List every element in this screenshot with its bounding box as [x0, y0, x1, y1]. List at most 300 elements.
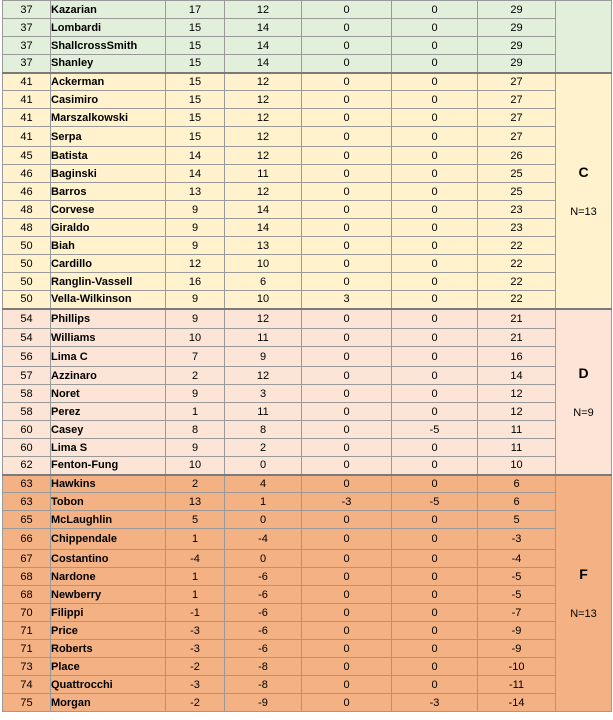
rank-cell: 50	[3, 291, 51, 309]
score-col-1: 14	[166, 165, 225, 183]
name-cell: Kazarian	[51, 1, 166, 19]
score-col-2: 10	[225, 255, 302, 273]
name-cell: Morgan	[51, 694, 166, 712]
score-col-4: 0	[392, 622, 478, 640]
table-row	[3, 273, 612, 291]
table-row	[3, 529, 612, 550]
score-col-1: -3	[166, 676, 225, 694]
total-score: 29	[478, 37, 556, 55]
name-cell: Cardillo	[51, 255, 166, 273]
table-row	[3, 457, 612, 475]
score-col-2: 14	[225, 55, 302, 73]
score-col-2: -6	[225, 586, 302, 604]
name-cell: ShallcrossSmith	[51, 37, 166, 55]
rank-cell: 41	[3, 73, 51, 91]
rank-cell: 60	[3, 421, 51, 439]
rank-cell: 45	[3, 147, 51, 165]
name-cell: Chippendale	[51, 529, 166, 550]
score-col-3: 0	[302, 550, 392, 568]
rank-cell: 41	[3, 91, 51, 109]
score-col-4: 0	[392, 183, 478, 201]
score-col-2: 12	[225, 183, 302, 201]
score-col-2: 12	[225, 1, 302, 19]
score-col-1: 12	[166, 255, 225, 273]
score-col-2: -6	[225, 622, 302, 640]
name-cell: Casimiro	[51, 91, 166, 109]
table-row	[3, 622, 612, 640]
table-row	[3, 586, 612, 604]
score-col-2: -6	[225, 604, 302, 622]
rank-cell: 48	[3, 201, 51, 219]
score-col-3: 0	[302, 640, 392, 658]
name-cell: Vella-Wilkinson	[51, 291, 166, 309]
table-row	[3, 183, 612, 201]
score-col-3: 0	[302, 604, 392, 622]
score-col-2: 14	[225, 219, 302, 237]
score-col-3: 0	[302, 109, 392, 127]
total-score: 27	[478, 127, 556, 147]
score-col-1: -2	[166, 658, 225, 676]
table-row	[3, 19, 612, 37]
total-score: -10	[478, 658, 556, 676]
legislator-score-table	[2, 0, 612, 712]
score-col-3: -3	[302, 493, 392, 511]
grade-group-c	[556, 73, 612, 309]
score-col-2: 12	[225, 91, 302, 109]
rank-cell: 56	[3, 347, 51, 367]
score-col-3: 0	[302, 676, 392, 694]
rank-cell: 71	[3, 640, 51, 658]
score-col-2: 12	[225, 147, 302, 165]
score-col-1: 2	[166, 367, 225, 385]
score-col-3: 0	[302, 622, 392, 640]
score-col-2: 12	[225, 109, 302, 127]
name-cell: Newberry	[51, 586, 166, 604]
name-cell: Serpa	[51, 127, 166, 147]
total-score: 25	[478, 183, 556, 201]
name-cell: Lombardi	[51, 19, 166, 37]
grade-group-b	[556, 1, 612, 73]
name-cell: Perez	[51, 403, 166, 421]
score-col-4: 0	[392, 291, 478, 309]
name-cell: Biah	[51, 237, 166, 255]
score-col-1: 10	[166, 457, 225, 475]
score-col-4: 0	[392, 127, 478, 147]
rank-cell: 57	[3, 367, 51, 385]
rank-cell: 54	[3, 309, 51, 329]
score-col-2: 0	[225, 457, 302, 475]
score-col-3: 0	[302, 529, 392, 550]
score-col-3: 0	[302, 127, 392, 147]
score-col-1: 1	[166, 529, 225, 550]
score-col-4: -3	[392, 694, 478, 712]
score-col-2: 0	[225, 511, 302, 529]
score-col-4: 0	[392, 1, 478, 19]
score-col-1: 9	[166, 219, 225, 237]
score-col-3: 0	[302, 658, 392, 676]
score-col-3: 0	[302, 201, 392, 219]
grade-count: N=13	[570, 205, 597, 218]
total-score: 16	[478, 347, 556, 367]
name-cell: Casey	[51, 421, 166, 439]
rank-cell: 46	[3, 165, 51, 183]
score-col-2: -8	[225, 658, 302, 676]
score-col-1: 15	[166, 109, 225, 127]
score-col-2: 11	[225, 165, 302, 183]
score-col-4: 0	[392, 19, 478, 37]
score-col-2: -6	[225, 568, 302, 586]
total-score: 22	[478, 255, 556, 273]
rank-cell: 73	[3, 658, 51, 676]
total-score: -9	[478, 640, 556, 658]
score-col-2: 12	[225, 367, 302, 385]
total-score: 6	[478, 493, 556, 511]
total-score: -11	[478, 676, 556, 694]
table-row	[3, 347, 612, 367]
total-score: 25	[478, 165, 556, 183]
total-score: -5	[478, 568, 556, 586]
score-col-1: 9	[166, 439, 225, 457]
rank-cell: 37	[3, 19, 51, 37]
score-col-1: -2	[166, 694, 225, 712]
score-col-1: 15	[166, 91, 225, 109]
table-row	[3, 127, 612, 147]
table-row	[3, 55, 612, 73]
name-cell: Fenton-Fung	[51, 457, 166, 475]
rank-cell: 41	[3, 109, 51, 127]
score-col-2: 12	[225, 73, 302, 91]
total-score: 23	[478, 201, 556, 219]
total-score: 22	[478, 273, 556, 291]
total-score: 29	[478, 1, 556, 19]
table-row	[3, 475, 612, 493]
score-col-4: 0	[392, 604, 478, 622]
score-col-1: 15	[166, 19, 225, 37]
score-col-3: 0	[302, 385, 392, 403]
score-col-4: 0	[392, 640, 478, 658]
score-col-3: 0	[302, 347, 392, 367]
score-col-4: 0	[392, 219, 478, 237]
name-cell: Hawkins	[51, 475, 166, 493]
total-score: 27	[478, 91, 556, 109]
total-score: -4	[478, 550, 556, 568]
name-cell: Baginski	[51, 165, 166, 183]
score-col-1: 1	[166, 586, 225, 604]
score-col-2: 0	[225, 550, 302, 568]
score-col-4: 0	[392, 367, 478, 385]
rank-cell: 62	[3, 457, 51, 475]
score-col-1: 2	[166, 475, 225, 493]
rank-cell: 60	[3, 439, 51, 457]
total-score: 11	[478, 439, 556, 457]
table-row	[3, 439, 612, 457]
score-col-1: 9	[166, 385, 225, 403]
score-col-4: 0	[392, 165, 478, 183]
total-score: 21	[478, 309, 556, 329]
name-cell: Batista	[51, 147, 166, 165]
score-col-3: 0	[302, 475, 392, 493]
table-row	[3, 201, 612, 219]
table-body	[3, 1, 612, 712]
score-col-2: 13	[225, 237, 302, 255]
grade-letter: C	[578, 163, 589, 180]
score-col-4: -5	[392, 421, 478, 439]
score-col-4: 0	[392, 201, 478, 219]
rank-cell: 50	[3, 255, 51, 273]
total-score: 22	[478, 237, 556, 255]
rank-cell: 74	[3, 676, 51, 694]
total-score: 6	[478, 475, 556, 493]
name-cell: Lima S	[51, 439, 166, 457]
score-col-2: 11	[225, 329, 302, 347]
rank-cell: 37	[3, 55, 51, 73]
score-col-3: 0	[302, 19, 392, 37]
name-cell: Lima C	[51, 347, 166, 367]
score-col-3: 0	[302, 37, 392, 55]
total-score: 29	[478, 19, 556, 37]
score-col-1: 14	[166, 147, 225, 165]
score-col-2: 14	[225, 37, 302, 55]
rank-cell: 68	[3, 568, 51, 586]
score-col-2: -6	[225, 640, 302, 658]
grade-group-f	[556, 475, 612, 712]
name-cell: Ackerman	[51, 73, 166, 91]
name-cell: Marszalkowski	[51, 109, 166, 127]
total-score: 12	[478, 385, 556, 403]
rank-cell: 75	[3, 694, 51, 712]
score-col-2: 10	[225, 291, 302, 309]
table-row	[3, 385, 612, 403]
score-col-3: 0	[302, 1, 392, 19]
score-col-2: 3	[225, 385, 302, 403]
score-col-1: -4	[166, 550, 225, 568]
name-cell: Azzinaro	[51, 367, 166, 385]
score-col-2: -9	[225, 694, 302, 712]
name-cell: Noret	[51, 385, 166, 403]
rank-cell: 54	[3, 329, 51, 347]
score-col-3: 0	[302, 219, 392, 237]
score-col-4: 0	[392, 147, 478, 165]
score-col-3: 0	[302, 421, 392, 439]
total-score: 21	[478, 329, 556, 347]
name-cell: Roberts	[51, 640, 166, 658]
score-col-3: 0	[302, 147, 392, 165]
score-col-4: 0	[392, 109, 478, 127]
table-row	[3, 109, 612, 127]
score-col-4: 0	[392, 475, 478, 493]
total-score: 22	[478, 291, 556, 309]
score-col-1: 1	[166, 568, 225, 586]
name-cell: Nardone	[51, 568, 166, 586]
total-score: 10	[478, 457, 556, 475]
score-col-2: 14	[225, 201, 302, 219]
rank-cell: 46	[3, 183, 51, 201]
total-score: 12	[478, 403, 556, 421]
rank-cell: 58	[3, 403, 51, 421]
score-col-3: 0	[302, 55, 392, 73]
total-score: -7	[478, 604, 556, 622]
table-row	[3, 403, 612, 421]
score-col-1: 13	[166, 493, 225, 511]
score-col-3: 0	[302, 568, 392, 586]
score-col-3: 0	[302, 511, 392, 529]
rank-cell: 58	[3, 385, 51, 403]
rank-cell: 50	[3, 273, 51, 291]
score-col-4: 0	[392, 658, 478, 676]
table-row	[3, 91, 612, 109]
name-cell: Costantino	[51, 550, 166, 568]
score-col-4: 0	[392, 91, 478, 109]
score-col-4: 0	[392, 403, 478, 421]
total-score: 27	[478, 73, 556, 91]
score-col-1: 15	[166, 37, 225, 55]
name-cell: Barros	[51, 183, 166, 201]
score-col-2: 12	[225, 127, 302, 147]
name-cell: McLaughlin	[51, 511, 166, 529]
rank-cell: 37	[3, 1, 51, 19]
score-col-2: 11	[225, 403, 302, 421]
rank-cell: 37	[3, 37, 51, 55]
table-row	[3, 676, 612, 694]
total-score: 29	[478, 55, 556, 73]
name-cell: Phillips	[51, 309, 166, 329]
grade-letter: F	[579, 566, 588, 583]
name-cell: Williams	[51, 329, 166, 347]
table-row	[3, 640, 612, 658]
score-col-1: 15	[166, 73, 225, 91]
name-cell: Tobon	[51, 493, 166, 511]
table-row	[3, 421, 612, 439]
score-col-1: 7	[166, 347, 225, 367]
table-row	[3, 493, 612, 511]
score-col-4: 0	[392, 237, 478, 255]
score-col-2: -8	[225, 676, 302, 694]
score-col-4: 0	[392, 511, 478, 529]
total-score: 26	[478, 147, 556, 165]
score-col-3: 0	[302, 91, 392, 109]
grade-count: N=9	[573, 406, 594, 419]
score-col-4: 0	[392, 347, 478, 367]
score-col-2: 14	[225, 19, 302, 37]
table-row	[3, 37, 612, 55]
score-col-1: -1	[166, 604, 225, 622]
table-row	[3, 550, 612, 568]
total-score: -14	[478, 694, 556, 712]
name-cell: Ranglin-Vassell	[51, 273, 166, 291]
score-col-3: 0	[302, 457, 392, 475]
score-col-3: 0	[302, 403, 392, 421]
table-row	[3, 367, 612, 385]
score-col-4: 0	[392, 385, 478, 403]
score-col-1: 8	[166, 421, 225, 439]
score-col-3: 0	[302, 255, 392, 273]
rank-cell: 70	[3, 604, 51, 622]
score-col-3: 0	[302, 439, 392, 457]
rank-cell: 41	[3, 127, 51, 147]
score-col-2: 6	[225, 273, 302, 291]
total-score: -9	[478, 622, 556, 640]
score-col-2: 9	[225, 347, 302, 367]
rank-cell: 50	[3, 237, 51, 255]
table-row	[3, 568, 612, 586]
table-row	[3, 147, 612, 165]
rank-cell: 65	[3, 511, 51, 529]
score-col-4: 0	[392, 586, 478, 604]
score-col-4: 0	[392, 439, 478, 457]
score-col-4: 0	[392, 55, 478, 73]
name-cell: Shanley	[51, 55, 166, 73]
table-row	[3, 309, 612, 329]
table-row	[3, 237, 612, 255]
rank-cell: 68	[3, 586, 51, 604]
grade-letter: D	[578, 364, 589, 381]
score-col-2: 8	[225, 421, 302, 439]
score-col-1: 9	[166, 237, 225, 255]
score-col-1: 10	[166, 329, 225, 347]
rank-cell: 71	[3, 622, 51, 640]
score-col-3: 0	[302, 309, 392, 329]
name-cell: Filippi	[51, 604, 166, 622]
rank-cell: 63	[3, 475, 51, 493]
grade-group-d	[556, 309, 612, 475]
score-col-1: -3	[166, 640, 225, 658]
score-col-3: 0	[302, 183, 392, 201]
score-col-1: 17	[166, 1, 225, 19]
name-cell: Quattrocchi	[51, 676, 166, 694]
total-score: -5	[478, 586, 556, 604]
score-col-3: 0	[302, 165, 392, 183]
name-cell: Price	[51, 622, 166, 640]
score-col-3: 0	[302, 694, 392, 712]
score-col-4: 0	[392, 529, 478, 550]
table-row	[3, 291, 612, 309]
name-cell: Place	[51, 658, 166, 676]
score-col-3: 0	[302, 329, 392, 347]
score-col-4: -5	[392, 493, 478, 511]
table-row	[3, 604, 612, 622]
score-col-4: 0	[392, 273, 478, 291]
score-col-4: 0	[392, 329, 478, 347]
score-col-3: 0	[302, 73, 392, 91]
score-col-1: 9	[166, 201, 225, 219]
score-col-1: 16	[166, 273, 225, 291]
score-col-4: 0	[392, 309, 478, 329]
score-col-4: 0	[392, 568, 478, 586]
score-col-2: 4	[225, 475, 302, 493]
rank-cell: 63	[3, 493, 51, 511]
name-cell: Corvese	[51, 201, 166, 219]
score-col-2: -4	[225, 529, 302, 550]
total-score: 23	[478, 219, 556, 237]
total-score: 11	[478, 421, 556, 439]
score-col-3: 0	[302, 586, 392, 604]
score-col-1: 5	[166, 511, 225, 529]
score-col-1: 9	[166, 309, 225, 329]
table-row	[3, 329, 612, 347]
score-col-2: 1	[225, 493, 302, 511]
score-col-3: 0	[302, 367, 392, 385]
rank-cell: 48	[3, 219, 51, 237]
score-col-1: 15	[166, 127, 225, 147]
table-row	[3, 694, 612, 712]
grade-count: N=13	[570, 608, 597, 621]
score-col-2: 2	[225, 439, 302, 457]
score-col-4: 0	[392, 457, 478, 475]
table-row	[3, 219, 612, 237]
score-col-1: 1	[166, 403, 225, 421]
table-row	[3, 73, 612, 91]
score-col-4: 0	[392, 550, 478, 568]
